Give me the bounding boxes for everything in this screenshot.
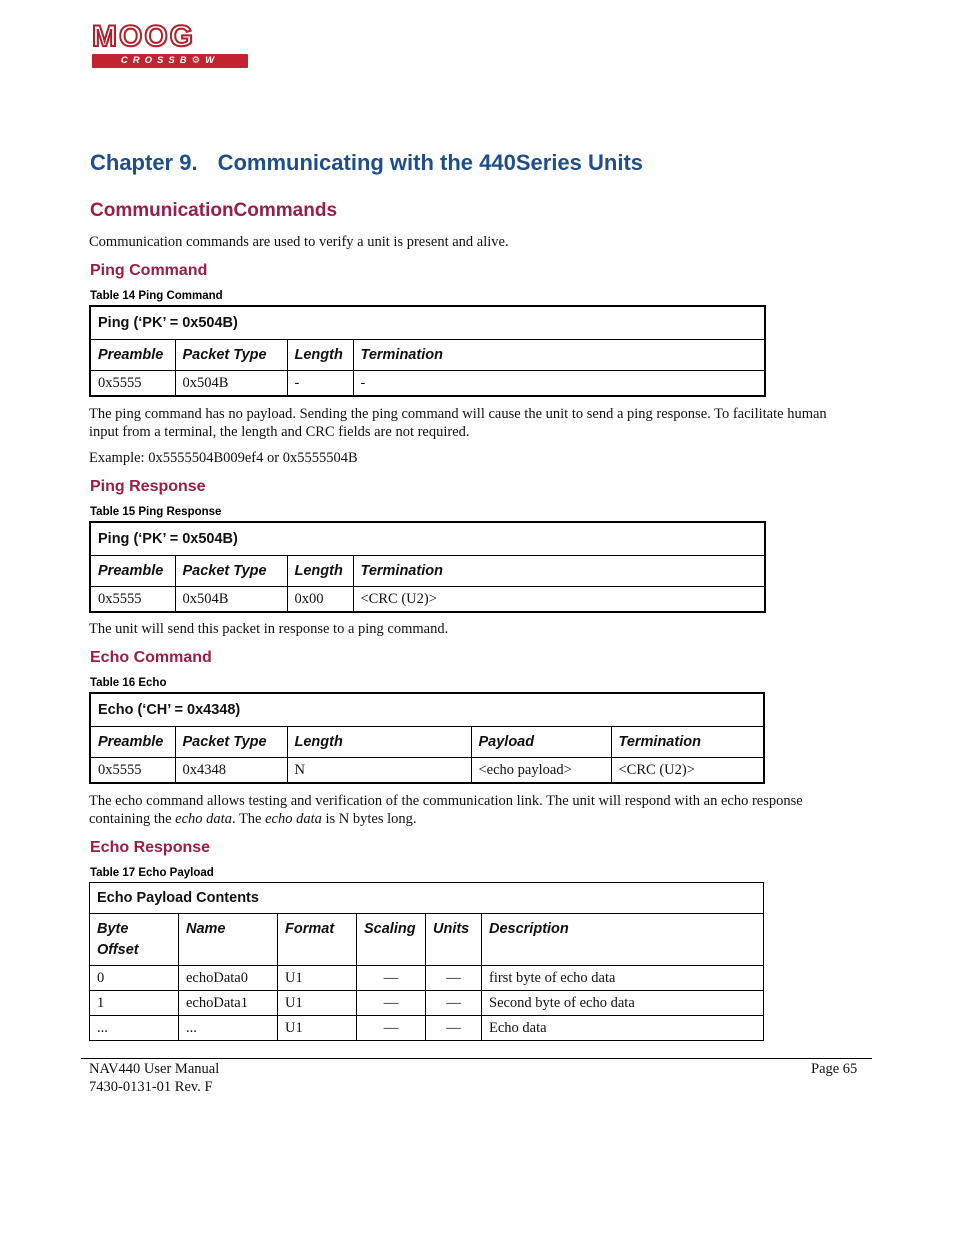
footer-divider xyxy=(81,1058,872,1059)
ping-response-table xyxy=(89,521,766,613)
table-cell: Second byte of echo data xyxy=(482,991,764,1016)
column-header: Units xyxy=(426,914,482,966)
logo-brand: MOOG xyxy=(92,20,195,53)
ping-response-description: The unit will send this packet in response to a ping command. xyxy=(89,621,449,637)
column-header: Preamble xyxy=(90,727,175,758)
table-cell: - xyxy=(353,371,765,397)
table-cell: — xyxy=(426,1016,482,1041)
footer-manual-name: NAV440 User Manual xyxy=(89,1061,220,1077)
column-header: Length xyxy=(287,340,353,371)
column-header: Termination xyxy=(611,727,764,758)
chapter-heading xyxy=(90,150,643,176)
column-header: Payload xyxy=(471,727,611,758)
table-cell: N xyxy=(287,758,471,784)
table-cell: <CRC (U2)> xyxy=(611,758,764,784)
column-header: Packet Type xyxy=(175,727,287,758)
table-title: Echo Payload Contents xyxy=(90,883,764,914)
echo-response-heading: Echo Response xyxy=(90,839,211,856)
table-title: Echo (‘CH’ = 0x4348) xyxy=(90,693,764,727)
column-header: Preamble xyxy=(90,340,175,371)
column-header: Length xyxy=(287,556,353,587)
table-cell: 0x5555 xyxy=(90,587,175,613)
table-row xyxy=(90,1016,764,1041)
table-cell: first byte of echo data xyxy=(482,966,764,991)
table-cell: — xyxy=(357,991,426,1016)
table-cell: ... xyxy=(179,1016,278,1041)
column-header: Preamble xyxy=(90,556,175,587)
echo-command-heading: Echo Command xyxy=(90,649,212,666)
column-header: Termination xyxy=(353,556,765,587)
table-cell: 0x4348 xyxy=(175,758,287,784)
column-header: Scaling xyxy=(357,914,426,966)
ping-command-heading: Ping Command xyxy=(90,262,208,279)
footer-doc-number: 7430-0131-01 Rev. F xyxy=(89,1079,213,1095)
table-cell: 0x504B xyxy=(175,371,287,397)
echo-payload-table xyxy=(89,882,764,1041)
ping-command-table xyxy=(89,305,766,397)
column-header: Byte Offset xyxy=(90,914,179,966)
table-cell: ... xyxy=(90,1016,179,1041)
column-header: Format xyxy=(278,914,357,966)
table-cell: — xyxy=(357,1016,426,1041)
footer-page-number: Page 65 xyxy=(811,1061,858,1077)
chapter-number: Chapter 9. xyxy=(90,150,198,175)
table-row xyxy=(90,991,764,1016)
section-intro: Communication commands are used to verify a unit is present and alive. xyxy=(89,234,509,250)
table-cell: U1 xyxy=(278,966,357,991)
column-header: Name xyxy=(179,914,278,966)
table-cell: U1 xyxy=(278,1016,357,1041)
ping-command-caption: Table 14 Ping Command xyxy=(90,290,223,302)
table-cell: 0x00 xyxy=(287,587,353,613)
table-cell: — xyxy=(357,966,426,991)
table-cell: echoData0 xyxy=(179,966,278,991)
ping-command-example: Example: 0x5555504B009ef4 or 0x5555504B xyxy=(89,450,358,466)
table-cell: 1 xyxy=(90,991,179,1016)
table-cell: 0x504B xyxy=(175,587,287,613)
table-cell: 0 xyxy=(90,966,179,991)
column-header: Termination xyxy=(353,340,765,371)
ping-command-description: The ping command has no payload. Sending the ping command will cause the unit to send a ping response. To facilitate human input from a terminal, the length and CRC fields are not required. xyxy=(89,406,827,440)
echo-response-caption: Table 17 Echo Payload xyxy=(90,867,214,879)
moog-crossbow-logo xyxy=(92,22,248,68)
ping-response-caption: Table 15 Ping Response xyxy=(90,506,222,518)
table-cell: Echo data xyxy=(482,1016,764,1041)
table-row xyxy=(90,966,764,991)
table-cell: echoData1 xyxy=(179,991,278,1016)
chapter-title: Communicating with the 440Series Units xyxy=(217,150,644,175)
table-cell: - xyxy=(287,371,353,397)
column-header: Packet Type xyxy=(175,340,287,371)
table-cell: — xyxy=(426,966,482,991)
table-cell: 0x5555 xyxy=(90,371,175,397)
section-title: CommunicationCommands xyxy=(90,200,338,221)
column-header: Description xyxy=(482,914,764,966)
table-cell: 0x5555 xyxy=(90,758,175,784)
table-cell: U1 xyxy=(278,991,357,1016)
echo-command-table xyxy=(89,692,765,784)
echo-command-caption: Table 16 Echo xyxy=(90,677,167,689)
table-title: Ping (‘PK’ = 0x504B) xyxy=(90,306,765,340)
table-cell: <CRC (U2)> xyxy=(353,587,765,613)
ping-response-heading: Ping Response xyxy=(90,478,206,495)
table-cell: — xyxy=(426,991,482,1016)
table-cell: <echo payload> xyxy=(471,758,611,784)
echo-command-description: The echo command allows testing and verification of the communication link. The unit will respond with an echo response containing the echo data. The echo data is N bytes long. xyxy=(89,793,803,827)
table-title: Ping (‘PK’ = 0x504B) xyxy=(90,522,765,556)
logo-sub: CROSSB⚙W xyxy=(92,54,248,68)
column-header: Packet Type xyxy=(175,556,287,587)
column-header: Length xyxy=(287,727,471,758)
